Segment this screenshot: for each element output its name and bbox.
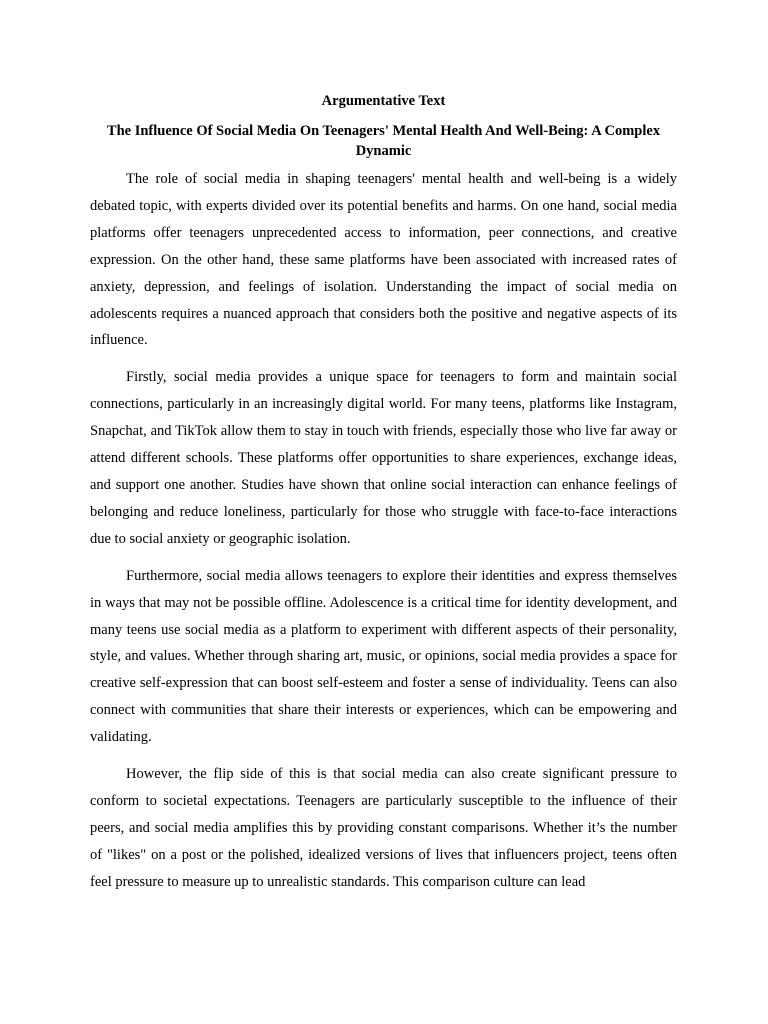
paragraph-social-connections: Firstly, social media provides a unique space for teenagers to form and maintain social connections, particularly in an increasingly digital world. For many teens, platforms like Instagram, Snapchat, and TikTok allow them to stay in touch with friends, especially those who live far away or attend different schools. These platforms offer opportunities to share experiences, exchange ideas, and support one another. Studies have shown that online social interaction can enhance feelings of belonging and reduce loneliness, particularly for those who struggle with face-to-face interactions due to social anxiety or geographic isolation. [90,369,677,547]
document-title: The Influence Of Social Media On Teenagers' Mental Health And Well-Being: A Complex Dynamic [106,123,661,159]
document-page [90,91,677,906]
paragraph-intro: The role of social media in shaping teenagers' mental health and well-being is a widely debated topic, with experts divided over its potential benefits and harms. On one hand, social media platforms offer teenagers unprecedented access to information, peer connections, and creative expression. On the other hand, these same platforms have been associated with increased rates of anxiety, depression, and feelings of isolation. Understanding the impact of social media on adolescents requires a nuanced approach that considers both the positive and negative aspects of its influence. [90,171,677,349]
document-type-heading: Argumentative Text [321,93,446,109]
paragraph-identity-expression: Furthermore, social media allows teenagers to explore their identities and express themselves in ways that may not be possible offline. Adolescence is a critical time for identity development, and many teens use social media as a platform to experiment with different aspects of their personality, style, and values. Whether through sharing art, music, or opinions, social media provides a space for creative self-expression that can boost self-esteem and foster a sense of individuality. Teens can also connect with communities that share their interests or experiences, which can be empowering and validating. [90,567,677,746]
paragraph-pressure-to-conform: However, the flip side of this is that social media can also create significant pressure to conform to societal expectations. Teenagers are particularly susceptible to the influence of their peers, and social media amplifies this by providing constant comparisons. Whether it’s the number of "likes" on a post or the polished, idealized versions of lives that influencers project, teens often feel pressure to measure up to unrealistic standards. This comparison culture can lead [90,766,677,890]
